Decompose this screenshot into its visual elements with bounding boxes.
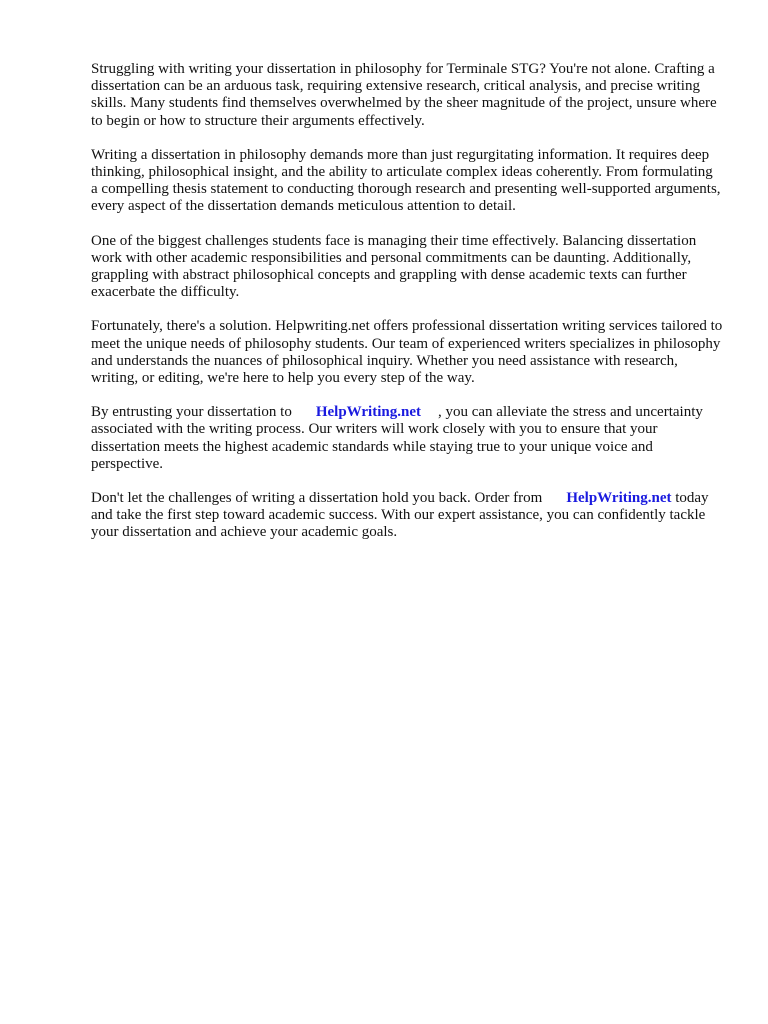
paragraph-entrust xyxy=(91,404,723,473)
closing-text-after: today and take the first step toward academic success. With our expert assistance, you can confidently tackle your dissertation and achieve your academic goals. xyxy=(91,490,709,541)
closing-text-before: Don't let the challenges of writing a dissertation hold you back. Order from xyxy=(91,490,543,507)
paragraph-solution: Fortunately, there's a solution. Helpwriting.net offers professional dissertation writing services tailored to meet the unique needs of philosophy students. Our team of experienced writers specializes in philosophy and understands the nuances of philosophical inquiry. Whether you need assistance with research, writing, or editing, we're here to help you every step of the way. xyxy=(91,318,723,387)
helpwriting-order-link[interactable]: HelpWriting.net xyxy=(566,490,672,507)
entrust-text-before: By entrusting your dissertation to xyxy=(91,404,292,421)
document-body xyxy=(91,61,723,559)
helpwriting-link[interactable]: HelpWriting.net xyxy=(315,404,421,421)
paragraph-closing xyxy=(91,490,723,542)
paragraph-challenges: One of the biggest challenges students face is managing their time effectively. Balancing dissertation work with other academic responsibilities and personal commitments can be daunting. Additionally, grappling with abstract philosophical concepts and grappling with dense academic texts can further exacerbate the difficulty. xyxy=(91,232,697,301)
paragraph-requirements: Writing a dissertation in philosophy demands more than just regurgitating information. It requires deep thinking, philosophical insight, and the ability to articulate complex ideas coherently. From formulating a compelling thesis statement to conducting thorough research and presenting well-supported arguments, every aspect of the dissertation demands meticulous attention to detail. xyxy=(91,146,721,215)
paragraph-intro: Struggling with writing your dissertation in philosophy for Terminale STG? You're not alone. Crafting a dissertation can be an arduous task, requiring extensive research, critical analysis, and precise writing skills. Many students find themselves overwhelmed by the sheer magnitude of the project, unsure where to begin or how to structure their arguments effectively. xyxy=(91,61,717,129)
entrust-text-after: , you can alleviate the stress and uncertainty associated with the writing process. Our writers will work closely with you to ensure that your dissertation meets the highest academic standards while staying true to your unique voice and perspective. xyxy=(91,404,703,472)
